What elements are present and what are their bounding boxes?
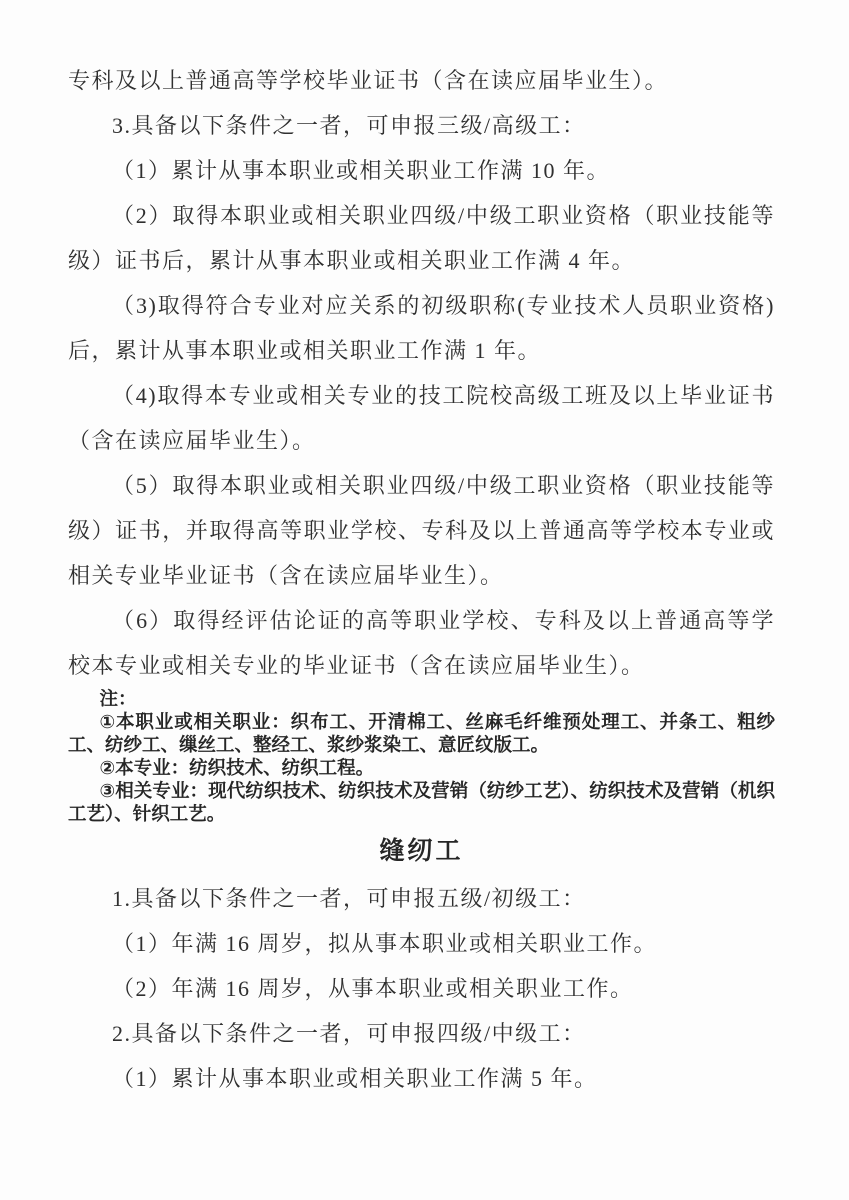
paragraph-level5-condition-1: （1）年满 16 周岁，拟从事本职业或相关职业工作。	[112, 931, 658, 956]
paragraph-level4-condition-1: （1）累计从事本职业或相关职业工作满 5 年。	[112, 1066, 598, 1091]
paragraph-level5-condition-2: （2）年满 16 周岁，从事本职业或相关职业工作。	[112, 976, 634, 1001]
paragraph-level3-condition-4: （4)取得本专业或相关专业的技工院校高级工班及以上毕业证书（含在读应届毕业生）。	[68, 383, 775, 453]
note-title: 注：	[99, 689, 137, 710]
notes-section	[68, 688, 775, 826]
paragraph-diploma-continuation: 专科及以上普通高等学校毕业证书（含在读应届毕业生）。	[68, 68, 669, 93]
note-item-related-majors: ③相关专业：现代纺织技术、纺织技术及营销（纺纱工艺）、纺织技术及营销（机织工艺）、针织工艺。	[68, 781, 775, 825]
paragraph-level3-condition-6: （6）取得经评估论证的高等职业学校、专科及以上普通高等学校本专业或相关专业的毕业证书（含在读应届毕业生）。	[68, 608, 775, 678]
paragraph-level5-intro: 1.具备以下条件之一者，可申报五级/初级工：	[112, 886, 586, 911]
paragraph-level3-condition-5: （5）取得本职业或相关职业四级/中级工职业资格（职业技能等级）证书，并取得高等职业学校、专科及以上普通高等学校本专业或相关专业毕业证书（含在读应届毕业生）。	[68, 473, 775, 588]
paragraph-level3-condition-1: （1）累计从事本职业或相关职业工作满 10 年。	[112, 158, 611, 183]
paragraph-level3-condition-3: （3)取得符合专业对应关系的初级职称(专业技术人员职业资格)后，累计从事本职业或相关职业工作满 1 年。	[68, 293, 775, 363]
note-item-major: ②本专业：纺织技术、纺织工程。	[99, 758, 375, 779]
note-item-occupations: ①本职业或相关职业：织布工、开清棉工、丝麻毛纤维预处理工、并条工、粗纱工、纺纱工、缫丝工、整经工、浆纱浆染工、意匠纹版工。	[68, 712, 775, 756]
paragraph-level3-intro: 3.具备以下条件之一者，可申报三级/高级工：	[112, 113, 586, 138]
section-title-sewing-worker: 缝纫工	[379, 836, 464, 865]
paragraph-level3-condition-2: （2）取得本职业或相关职业四级/中级工职业资格（职业技能等级）证书后，累计从事本职业或相关职业工作满 4 年。	[68, 203, 775, 273]
paragraph-level4-intro: 2.具备以下条件之一者，可申报四级/中级工：	[112, 1021, 586, 1046]
